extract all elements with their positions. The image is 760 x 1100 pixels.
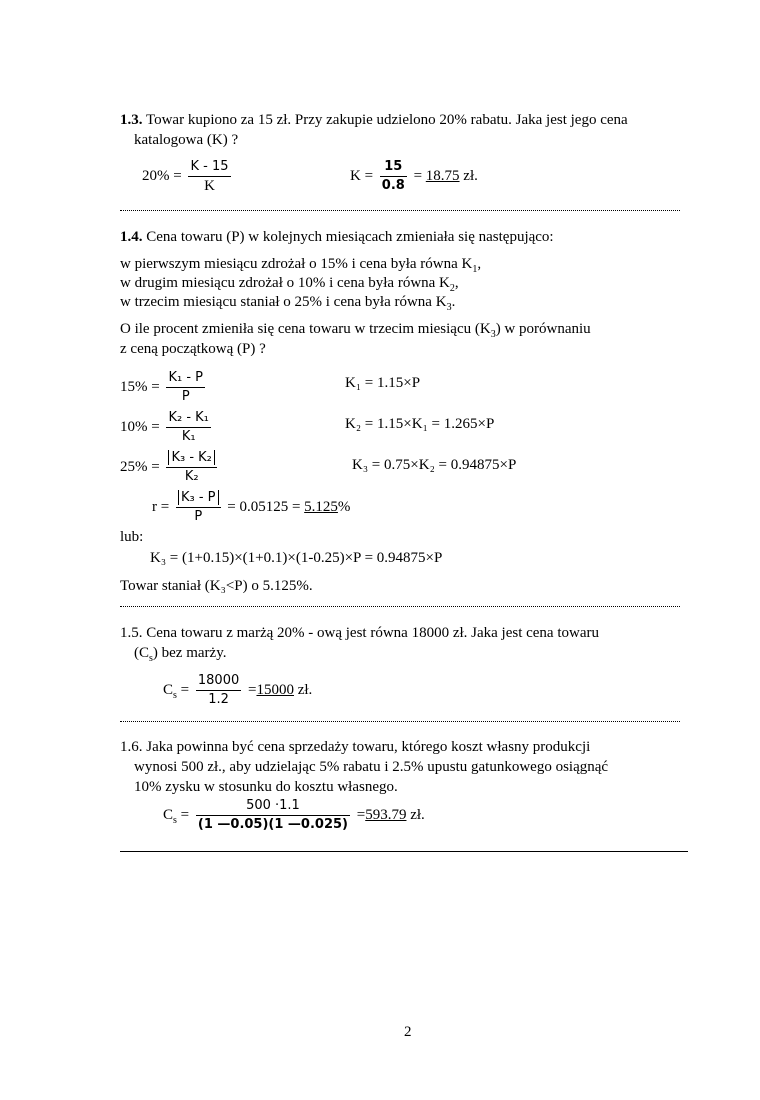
conclusion-text: Towar staniał (K₃<P) o 5.125%. [120, 578, 313, 594]
fraction-denominator: K [204, 178, 215, 194]
subscript: 3 [490, 329, 496, 340]
problem-1-5-question-line2 [134, 644, 226, 668]
fraction-numerator: K - 15 [188, 158, 230, 177]
page-number: 2 [404, 1024, 412, 1040]
result-value: 593.79 [365, 806, 407, 823]
problem-1-4-line-month3 [120, 293, 455, 317]
absolute-value: K₃ - P [178, 490, 219, 505]
percent-sign: % [337, 498, 351, 515]
fraction-denominator: (1 —0.05)(1 —0.025) [197, 817, 348, 832]
problem-1-3-number: 1.3. [120, 112, 143, 128]
dotted-separator [120, 210, 680, 211]
subscript: 1 [472, 264, 478, 275]
formula-lhs-end: = [176, 806, 190, 823]
formula-10pct [120, 409, 214, 446]
absolute-value: K₃ - K₂ [168, 450, 214, 465]
formula-lhs: C [163, 806, 174, 823]
formula-lhs: 10% = [120, 418, 160, 435]
fraction [166, 449, 216, 486]
fraction-numerator: 15 [380, 158, 407, 177]
formula-r [152, 489, 350, 526]
subscript: s [149, 653, 153, 664]
formula-lhs: r = [152, 498, 170, 515]
horizontal-rule [120, 851, 688, 852]
fraction-numerator: 500 ·1.1 [196, 797, 350, 816]
dotted-separator [120, 606, 680, 607]
fraction [188, 158, 230, 195]
problem-1-4-text: Cena towaru (P) w kolejnych miesiącach zmieniała się następująco: [142, 229, 554, 245]
problem-1-6-formula [163, 797, 425, 834]
result-value: 18.75 [425, 167, 460, 184]
formula-lhs-end: = [176, 681, 190, 698]
problem-1-4-question-line3: z ceną początkową (P) ? [120, 341, 266, 357]
problem-1-3-question-line1 [120, 111, 628, 129]
line-text: O ile procent zmieniła się cena towaru w trzecim miesiącu (K [120, 321, 491, 337]
formula-k3: K₃ = 0.75×K₂ = 0.94875×P [352, 457, 517, 473]
problem-1-6-question-line2: wynosi 500 zł., aby udzielając 5% rabatu i 2.5% upustu gatunkowego osiągnąć [134, 759, 609, 775]
fraction [380, 158, 407, 195]
subscript: 3 [446, 302, 452, 313]
line-end: , [477, 256, 482, 272]
line-text: w pierwszym miesiącu zdrożał o 15% i cena była równa K [120, 256, 473, 272]
dotted-separator [120, 721, 680, 722]
formula-k1: K₁ = 1.15×P [345, 375, 421, 391]
fraction-denominator: P [194, 509, 203, 524]
fraction [166, 369, 205, 406]
problem-1-3-formula-2 [350, 158, 478, 195]
fraction-numerator [176, 489, 221, 508]
fraction [166, 409, 210, 446]
line-end: ) w porównaniu [495, 321, 591, 337]
formula-25pct [120, 449, 220, 486]
fraction [196, 797, 350, 834]
fraction [196, 672, 241, 709]
problem-1-3-question-line2: katalogowa (K) ? [134, 132, 239, 148]
formula-lhs: C [163, 681, 174, 698]
formula-middle: = 0.05125 = [227, 498, 301, 515]
unit: zł. [297, 681, 313, 698]
formula-lhs: K = [350, 167, 374, 184]
formula-lhs: 20% = [142, 167, 182, 184]
line-end: , [454, 275, 459, 291]
equals-sign: = [356, 806, 366, 823]
line-end: . [451, 294, 456, 310]
subscript: s [173, 814, 177, 826]
unit: zł. [410, 806, 425, 823]
problem-1-6-question-line1: 1.6. Jaka powinna być cena sprzedaży towaru, którego koszt własny produkcji [120, 739, 591, 755]
problem-1-4-number: 1.4. [120, 229, 143, 245]
formula-alternative: K₃ = (1+0.15)×(1+0.1)×(1-0.25)×P = 0.94875×P [150, 550, 443, 566]
equals-sign: = [248, 681, 257, 698]
formula-lhs: 25% = [120, 458, 160, 475]
unit: zł. [463, 167, 478, 184]
formula-k2: K₂ = 1.15×K₁ = 1.265×P [345, 416, 495, 432]
fraction-numerator: 18000 [196, 672, 241, 691]
line-text: w trzecim miesiącu staniał o 25% i cena była równa K [120, 294, 447, 310]
problem-1-5-formula [163, 672, 312, 709]
lub-label: lub: [120, 529, 144, 545]
fraction-numerator: K₂ - K₁ [166, 409, 210, 428]
equals-sign: = [413, 167, 423, 184]
fraction-denominator: P [181, 389, 190, 404]
fraction-numerator [166, 449, 216, 468]
fraction-denominator: K₂ [184, 469, 199, 484]
problem-1-6-question-line3: 10% zysku w stosunku do kosztu własnego. [134, 779, 398, 795]
fraction [176, 489, 221, 526]
line-end: ) bez marży. [152, 645, 227, 661]
line-text: w drugim miesiącu zdrożał o 10% i cena była równa K [120, 275, 450, 291]
result-value: 5.125 [304, 498, 338, 515]
problem-1-3-formula-1 [142, 158, 234, 195]
fraction-denominator: 1.2 [208, 692, 229, 707]
formula-lhs: 15% = [120, 378, 160, 395]
formula-15pct [120, 369, 208, 406]
line-text: (C [134, 645, 149, 661]
fraction-numerator: K₁ - P [166, 369, 205, 388]
fraction-denominator: K₁ [181, 429, 196, 444]
problem-1-3-text: Towar kupiono za 15 zł. Przy zakupie udzielono 20% rabatu. Jaka jest jego cena [142, 112, 628, 128]
fraction-denominator: 0.8 [381, 178, 405, 193]
subscript: s [173, 689, 177, 701]
problem-1-5-question-line1: 1.5. Cena towaru z marżą 20% - ową jest równa 18000 zł. Jaka jest cena towaru [120, 625, 599, 641]
problem-1-4-question-line1 [120, 228, 554, 246]
subscript: 2 [449, 283, 455, 294]
result-value: 15000 [256, 681, 294, 698]
